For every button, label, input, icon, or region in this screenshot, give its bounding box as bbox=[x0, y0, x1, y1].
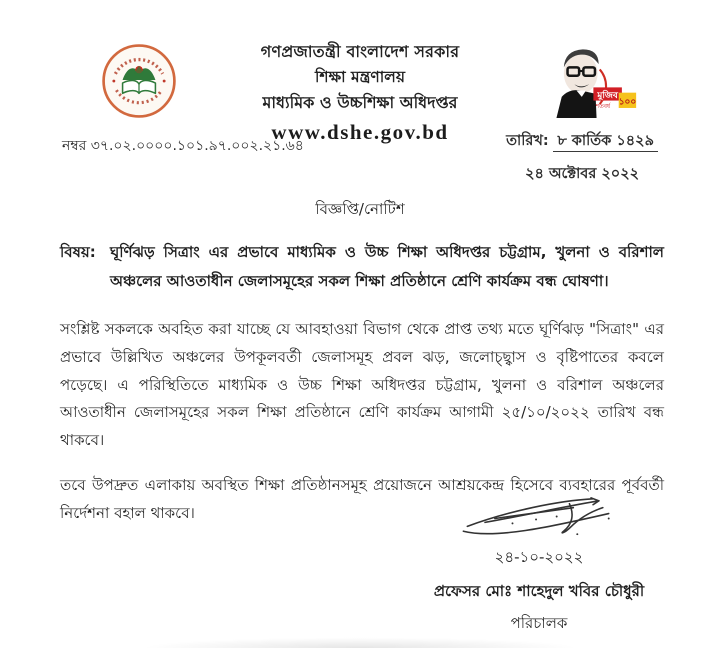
subject-text: ঘূর্ণিঝড় সিত্রাং এর প্রভাবে মাধ্যমিক ও উচ্চ শিক্ষা অধিদপ্তর চট্টগ্রাম, খুলনা ও বরিশাল অঞ্চলের আওতাধীন জেলাসমূহের সকল শিক্ষা প্রতিষ্ঠানে শ্রেণি কার্যক্রম বন্ধ ঘোষণা। bbox=[110, 243, 664, 290]
signature-date: ২৪-১০-২০২২ bbox=[494, 548, 584, 566]
body-paragraph-1: সংশ্লিষ্ট সকলকে অবহিত করা যাচ্ছে যে আবহাওয়া বিভাগ থেকে প্রাপ্ত তথ্য মতে ঘূর্ণিঝড় "সিত্রাং" এর প্রভাবে উল্লিখিত অঞ্চলের উপকূলবর্তী জেলাসমূহ প্রবল ঝড়, জলোচ্ছ্বাস ও বৃষ্টিপাতের কবলে পড়েছে। এ পরিস্থিতিতে মাধ্যমিক ও উচ্চ শিক্ষা অধিদপ্তর চট্টগ্রাম, খুলনা ও বরিশাল অঞ্চলের আওতাধীন জেলাসমূহের সকল শিক্ষা প্রতিষ্ঠানে শ্রেণি কার্যক্রম আগামী ২৫/১০/২০২২ তারিখ বন্ধ থাকবে। bbox=[60, 320, 664, 449]
gregorian-date: ২৪ অক্টোবর ২০২২ bbox=[525, 166, 640, 182]
memo-number: নম্বর ৩৭.০২.০০০০.১০১.৯৭.০০২.২১.৬৪ bbox=[62, 138, 304, 154]
signature-block bbox=[418, 490, 660, 637]
website-url: www.dshe.gov.bd bbox=[271, 120, 449, 145]
government-name: গণপ্রজাতন্ত্রী বাংলাদেশ সরকার bbox=[260, 42, 460, 61]
bengali-date-line bbox=[506, 130, 658, 154]
ministry-name: শিক্ষা মন্ত্রণালয় bbox=[315, 67, 405, 86]
date-label: তারিখ: bbox=[506, 133, 549, 149]
bengali-date: ৮ কার্তিক ১৪২৯ bbox=[553, 133, 658, 152]
date-block bbox=[506, 130, 658, 187]
body-paragraph-2: তবে উপদ্রুত এলাকায় অবস্থিত শিক্ষা প্রতিষ্ঠানসমূহ প্রয়োজনে আশ্রয়কেন্দ্র হিসেবে ব্যবহারের পূর্ববর্তী নির্দেশনা বহাল থাকবে। bbox=[60, 475, 664, 522]
mujib-100-logo-icon bbox=[534, 42, 638, 118]
mujib-100-graphic bbox=[534, 42, 638, 118]
subject-row bbox=[60, 238, 664, 295]
mujib-hundred: ১০০ bbox=[618, 97, 637, 108]
mujib-subword: শতবর্ষ bbox=[595, 103, 610, 110]
subject-label: বিষয়: bbox=[60, 243, 96, 261]
letterhead bbox=[160, 40, 560, 145]
notice-title: বিজ্ঞপ্তি/নোটিশ bbox=[315, 200, 405, 218]
signatory-designation: পরিচালক bbox=[510, 614, 568, 632]
notice-body bbox=[60, 238, 664, 527]
signature-icon bbox=[449, 490, 629, 544]
signatory-name: প্রফেসর মোঃ শাহেদুল খবির চৌধুরী bbox=[433, 582, 645, 600]
mujib-word: মুজিব bbox=[597, 90, 618, 101]
directorate-name: মাধ্যমিক ও উচ্চশিক্ষা অধিদপ্তর bbox=[262, 92, 458, 112]
